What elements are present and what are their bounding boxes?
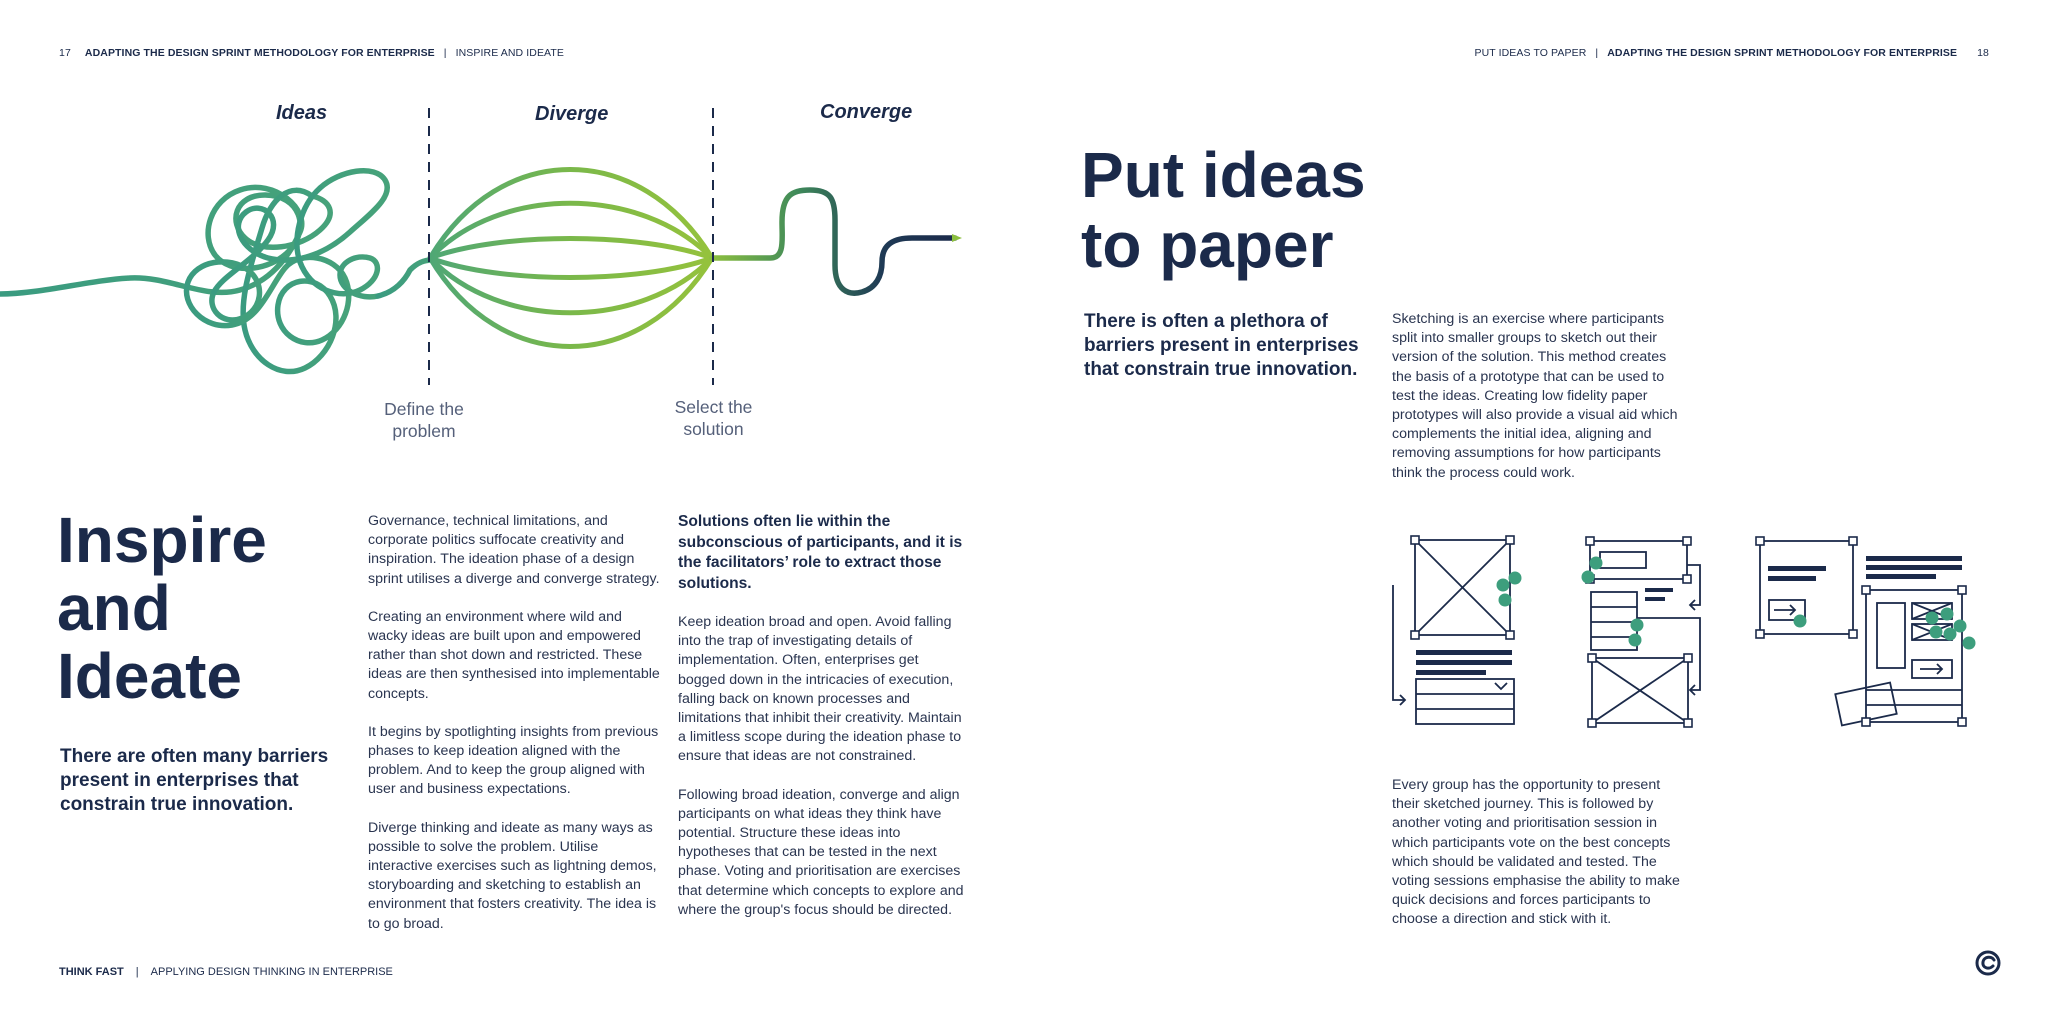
right-lead-statement: There is often a plethora of barriers present in enterprises that constrain true innovation. (1084, 311, 1359, 380)
right-heading-line1: Put ideas (1081, 139, 1366, 211)
right-running-header (1474, 47, 1989, 59)
brand-swirl-logo-icon (1975, 950, 2001, 976)
right-body-bottom: Every group has the opportunity to present their sketched journey. This is followed by another voting and prioritisation session in which participants vote on the best concepts which should be validated and tested. The voting sessions emphasise the ability to make quick decisions and forces participants to choose a direction and stick with it. (1392, 777, 1680, 928)
footer-subtitle: APPLYING DESIGN THINKING IN ENTERPRISE (150, 966, 393, 978)
left-heading-line1: Inspire (57, 504, 267, 576)
left-header-divider: | (443, 47, 447, 59)
left-header-title: ADAPTING THE DESIGN SPRINT METHODOLOGY FOR ENTERPRISE (84, 47, 435, 59)
left-page-heading (57, 506, 267, 710)
col1-paragraph: Diverge thinking and ideate as many ways as possible to solve the problem. Utilise interactive exercises such as lightning demos, storyboarding and sketching to establish an environment that fosters creativity. The idea is to go broad. (368, 819, 657, 932)
diverge-converge-fan (430, 170, 712, 347)
col1-paragraph: It begins by spotlighting insights from previous phases to keep ideation aligned with the problem. And to keep the group aligned with user and business expectations. (368, 723, 659, 798)
wireframe-sketch-illustration (1385, 525, 1985, 735)
caption-select-solution: Select the solution (674, 397, 753, 439)
right-page-number: 18 (1977, 47, 1989, 59)
left-body-column-2 (678, 512, 968, 939)
caption-define-problem: Define the problem (384, 399, 464, 441)
right-header-section: PUT IDEAS TO PAPER (1474, 47, 1587, 59)
left-header-section: INSPIRE AND IDEATE (455, 47, 564, 59)
wireframe-sketch-2 (1590, 541, 1700, 723)
squiggle-diagram-graphic (0, 95, 980, 455)
tangled-ideas-line (0, 171, 432, 372)
right-page-heading (1081, 140, 1366, 280)
left-running-header (59, 47, 564, 59)
col2-paragraph: Keep ideation broad and open. Avoid falling into the trap of investigating details of implementation. Often, enterprises get bogged down in the intricacies of execution, falling back on known processes and limitations that inhibit their creativity. Maintain a limitless scope during the ideation phase to ensure that ideas are not constrained. (678, 614, 962, 765)
col2-lead-paragraph: Solutions often lie within the subconscious of participants, and it is the facilitators’ role to extract those solutions. (678, 513, 963, 592)
left-heading-line2: and (57, 572, 171, 644)
footer (59, 966, 393, 978)
left-page-number: 17 (59, 47, 71, 59)
wireframe-sketches (1385, 525, 1985, 735)
footer-brand: THINK FAST (59, 966, 124, 978)
converge-tail-line (712, 190, 955, 293)
right-body-top: Sketching is an exercise where participants split into smaller groups to sketch out their version of the solution. This method creates the basis of a prototype that can be used to test the ideas. Creating low fidelity paper prototypes will also provide a visual aid which complements the initial idea, aligning and removing assumptions for how participants think the process could work. (1392, 311, 1678, 481)
col1-paragraph: Governance, technical limitations, and corporate politics suffocate creativity and inspiration. The ideation phase of a design sprint utilises a diverge and converge strategy. (368, 513, 660, 587)
right-heading-line2: to paper (1081, 209, 1334, 281)
phase-label-ideas: Ideas (276, 102, 328, 124)
col1-paragraph: Creating an environment where wild and wacky ideas are built upon and empowered rather than shot down and restricted. These ideas are then synthesised into implementable concepts. (368, 608, 660, 702)
footer-divider: | (135, 966, 139, 978)
col2-paragraph: Following broad ideation, converge and align participants on what ideas they think have potential. Structure these ideas into hypotheses that can be tested in the next phase. Voting and prioritisation are exercises that determine which concepts to explore and where the group's focus should be directed. (678, 786, 964, 918)
right-header-divider: | (1595, 47, 1599, 59)
phase-label-converge: Converge (820, 101, 913, 123)
ideation-diagram (0, 95, 980, 455)
left-body-column-1 (368, 512, 663, 953)
arrow-tip-icon (952, 234, 962, 242)
left-lead-statement: There are often many barriers present in enterprises that constrain true innovation. (60, 746, 329, 815)
right-header-title: ADAPTING THE DESIGN SPRINT METHODOLOGY FOR ENTERPRISE (1607, 47, 1958, 59)
left-heading-line3: Ideate (57, 640, 242, 712)
phase-label-diverge: Diverge (535, 103, 609, 125)
